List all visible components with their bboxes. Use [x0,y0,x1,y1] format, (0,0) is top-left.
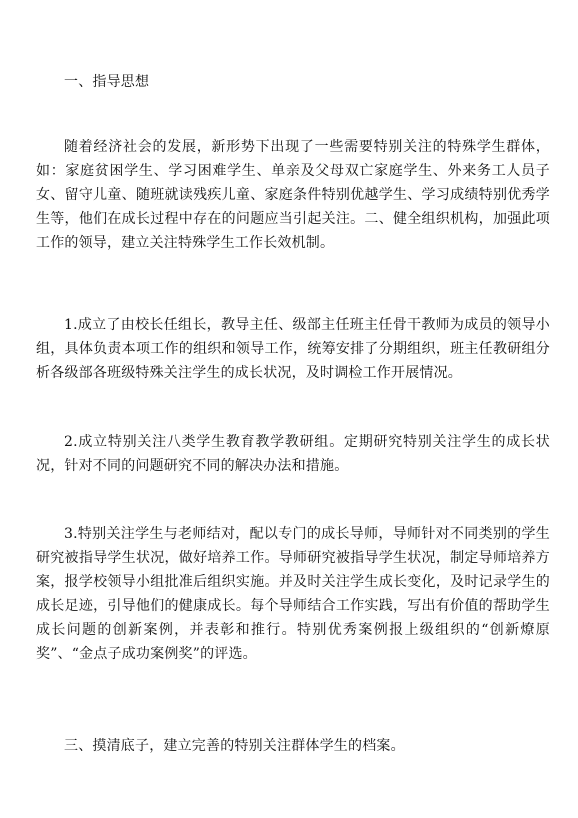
section-heading-student-files: 三、摸清底子，建立完善的特别关注群体学生的档案。 [64,738,405,754]
paragraph-item-2-research-group: 2.成立特别关注八类学生教育教学教研组。定期研究特别关注学生的成长状况，针对不同的问题研究不同的解决办法和措施。 [36,434,550,474]
section-heading-guiding-ideology: 一、指导思想 [64,74,150,90]
paragraph-background: 随着经济社会的发展，新形势下出现了一些需要特别关注的特殊学生群体，如：家庭贫困学生、学习困难学生、单亲及父母双亡家庭学生、外来务工人员子女、留守儿童、随班就读残疾儿童、家庭条件特别优越学生、学习成绩特别优秀学生等，他们在成长过程中存在的问题应当引起关注。二、健全组织机构，加强此项工作的领导，建立关注特殊学生工作长效机制。 [36,139,550,251]
paragraph-item-1-leadership-group: 1.成立了由校长任组长，教导主任、级部主任班主任骨干教师为成员的领导小组，具体负责本项工作的组织和领导工作，统筹安排了分期组织，班主任教研组分析各级部各班级特殊关注学生的成长状况，及时调检工作开展情况。 [36,317,550,381]
paragraph-item-3-mentor-pairing: 3.特别关注学生与老师结对，配以专门的成长导师，导师针对不同类别的学生研究被指导学生状况，做好培养工作。导师研究被指导学生状况，制定导师培养方案，报学校领导小组批准后组织实施。并及时关注学生成长变化，及时记录学生的成长足迹，引导他们的健康成长。每个导师结合工作实践，写出有价值的帮助学生成长问题的创新案例，并表彰和推行。特别优秀案例报上级组织的“创新燎原奖”、“金点子成功案例奖”的评选。 [36,526,550,662]
